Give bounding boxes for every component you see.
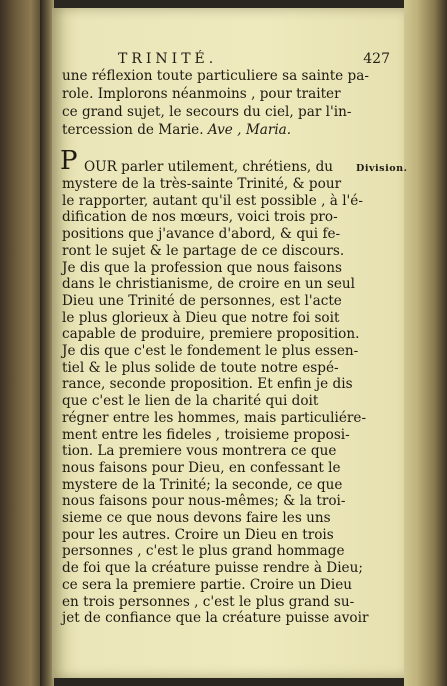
text-line: que c'est le lien de la charité qui doit (62, 393, 319, 410)
text-line: de foi que la créature puisse rendre à Dieu; (62, 560, 363, 577)
text-line: capable de produire, premiere proposition. (62, 326, 360, 343)
text-line: ment entre les fideles , troisieme proposi- (62, 426, 350, 443)
left-page-edge (0, 0, 44, 686)
running-title: TRINITÉ. (118, 51, 218, 67)
text-line: pour les autres. Croire un Dieu en trois (62, 526, 334, 543)
text-line: mystere de la très-sainte Trinité, & pour (62, 176, 342, 192)
text-line: mystere de la Trinité; la seconde, ce que (62, 476, 343, 493)
text-line: OUR parler utilement, chrétiens, du (84, 159, 334, 175)
text-line: personnes , c'est le plus grand hommage (62, 543, 345, 560)
text-line: nous faisons pour nous-mêmes; & la troi- (62, 493, 346, 510)
drop-cap: P (60, 146, 78, 176)
text-line: Je dis que c'est le fondement le plus essen- (62, 343, 359, 359)
text-line: ce grand sujet, le secours du ciel, par l'in- (62, 104, 352, 120)
ave-maria: Ave , Maria. (207, 122, 292, 138)
text-line: le rapporter, autant qu'il est possible , à l'é- (62, 192, 363, 209)
text-line: rance, seconde proposition. Et enfin je dis (62, 376, 353, 393)
text-line: positions que j'avance d'abord, & qui fe- (62, 226, 341, 243)
text-line: ront le sujet & le partage de ce discours. (62, 242, 345, 259)
running-head (58, 51, 398, 69)
text-line: nous faisons pour Dieu, en confessant le (62, 459, 341, 476)
page-number: 427 (363, 51, 390, 67)
text-line: jet de confiance que la créature puisse avoir (62, 610, 369, 627)
right-page-edge (404, 0, 447, 686)
text-line: dification de nos mœurs, voici trois pro- (62, 209, 338, 226)
margin-note: Division. (356, 163, 408, 174)
text-line: tion. La premiere vous montrera ce que (62, 443, 337, 460)
text-line: ce sera la premiere partie. Croire un Dieu (62, 576, 353, 593)
text-line (62, 122, 350, 139)
text-line: Dieu une Trinité de personnes, est l'acte (62, 292, 342, 309)
text-line: sieme ce que nous devons faire les uns (62, 510, 331, 526)
text-line: tiel & le plus solide de toute notre espé- (62, 359, 339, 376)
text-line: dans le christianisme, de croire en un seul (62, 276, 355, 293)
text-line: une réflexion toute particuliere sa sainte pa- (62, 68, 369, 84)
text-line: role. Implorons néanmoins , pour traiter (62, 86, 341, 102)
text-line: le plus glorieux à Dieu que notre foi soit (62, 309, 340, 326)
text-line: en trois personnes , c'est le plus grand su- (62, 593, 355, 610)
text-line: régner entre les hommes, mais particuliére- (62, 409, 367, 426)
text-segment: tercession de Marie. (62, 122, 208, 138)
text-line: Je dis que la profession que nous faisons (62, 259, 342, 276)
